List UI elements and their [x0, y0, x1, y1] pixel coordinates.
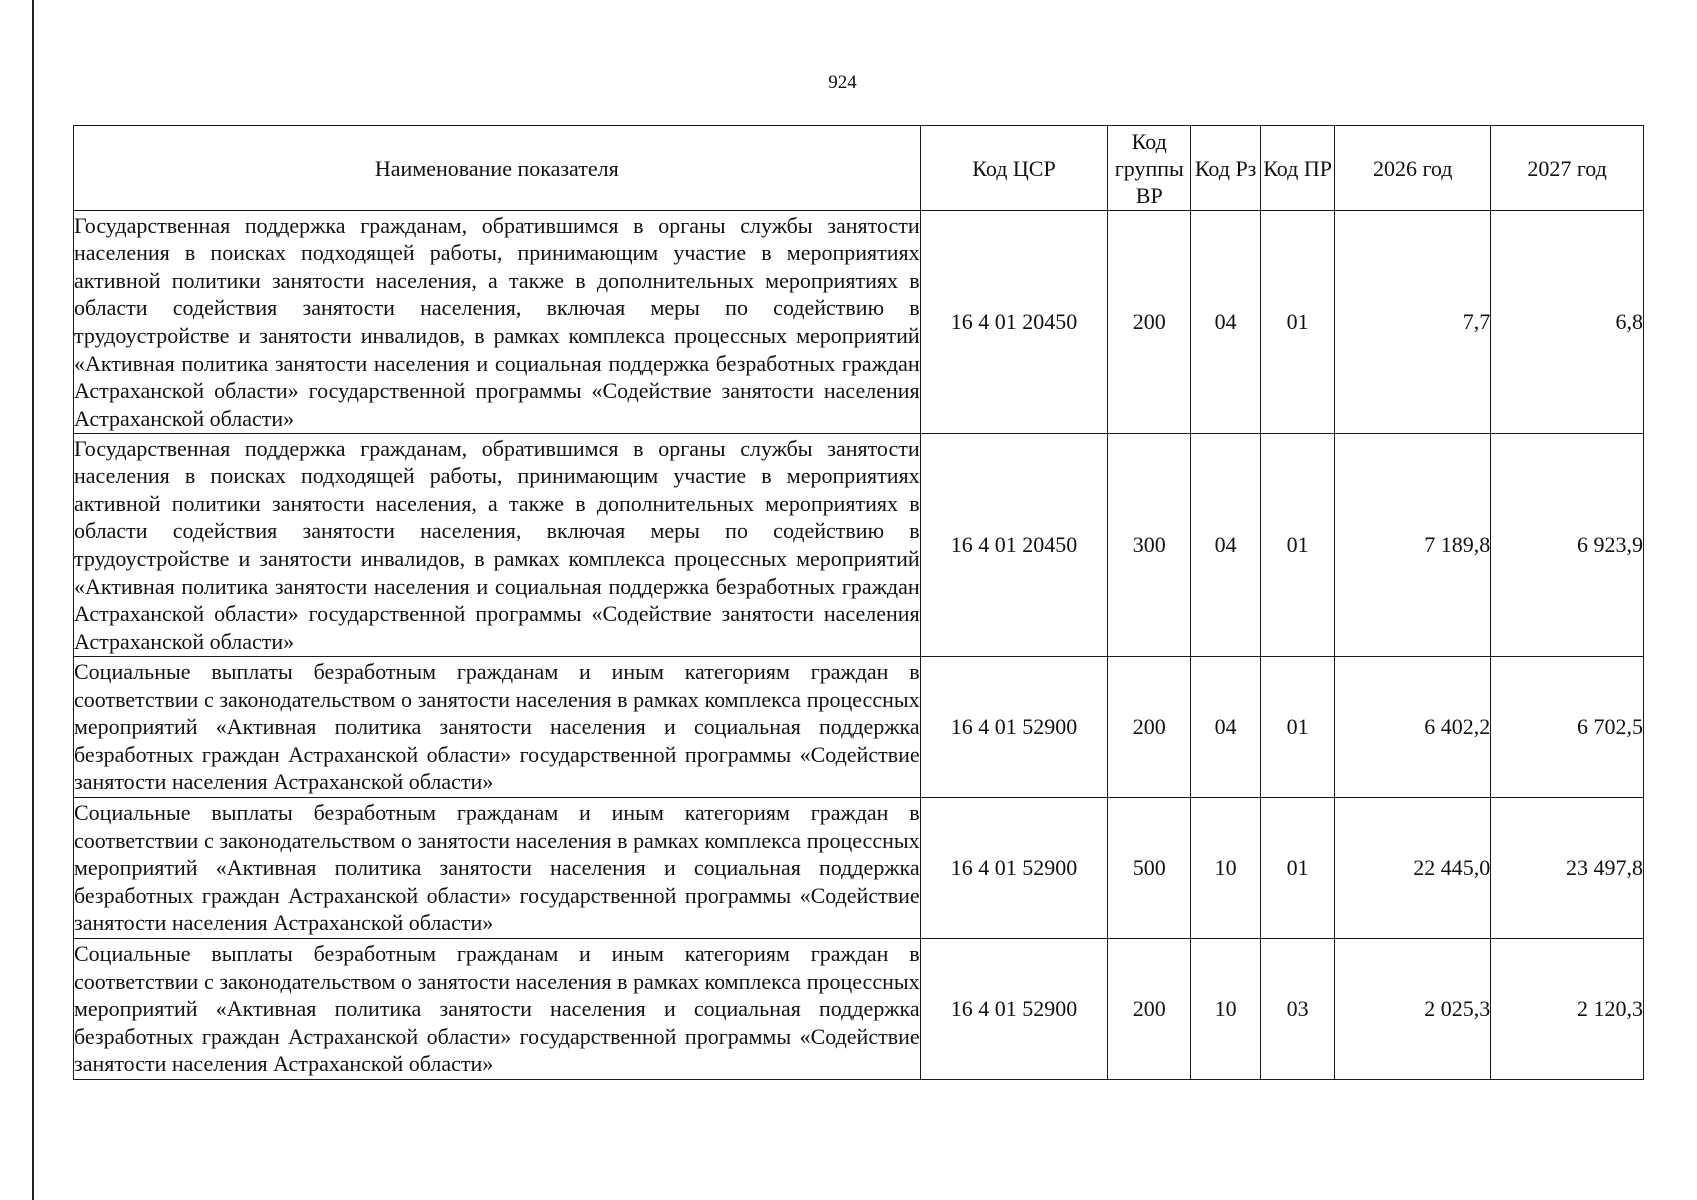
cell-csr: 16 4 01 20450 [920, 211, 1108, 434]
cell-2026: 2 025,3 [1335, 939, 1491, 1080]
cell-2026: 6 402,2 [1335, 657, 1491, 798]
cell-name: Государственная поддержка гражданам, обратившимся в органы службы занятости населения в поисках подходящей работы, принимающим участие в мероприятиях активной политики занятости населения, а также в дополнительных мероприятиях в области содействия занятости населения, включая меры по содействию в трудоустройстве и занятости инвалидов, в рамках комплекса процессных мероприятий «Активная политика занятости населения и социальная поддержка безработных граждан Астраханской области» государственной программы «Содействие занятости населения Астраханской области» [74, 434, 921, 657]
cell-rz: 10 [1191, 939, 1261, 1080]
header-rz: Код Рз [1191, 126, 1261, 211]
cell-vr: 300 [1108, 434, 1191, 657]
cell-rz: 10 [1191, 798, 1261, 939]
cell-2027: 6,8 [1491, 211, 1644, 434]
cell-pr: 03 [1261, 939, 1335, 1080]
cell-name: Социальные выплаты безработным гражданам и иным категориям граждан в соответствии с законодательством о занятости населения в рамках комплекса процессных мероприятий «Активная политика занятости населения и социальная поддержка безработных граждан Астраханской области» государственной программы «Содействие занятости населения Астраханской области» [74, 939, 921, 1080]
cell-rz: 04 [1191, 434, 1261, 657]
table-row [74, 434, 1644, 657]
table-header-row [74, 126, 1644, 211]
cell-2027: 2 120,3 [1491, 939, 1644, 1080]
cell-2026: 22 445,0 [1335, 798, 1491, 939]
header-name: Наименование показателя [74, 126, 921, 211]
cell-csr: 16 4 01 52900 [920, 939, 1108, 1080]
budget-table [73, 125, 1644, 1080]
cell-2027: 6 702,5 [1491, 657, 1644, 798]
table-row [74, 211, 1644, 434]
margin-line [32, 0, 34, 1200]
cell-vr: 200 [1108, 211, 1191, 434]
cell-pr: 01 [1261, 657, 1335, 798]
page-number-text: 924 [828, 72, 857, 93]
header-vr: Код группы ВР [1108, 126, 1191, 211]
page-number [0, 72, 1697, 94]
cell-vr: 200 [1108, 939, 1191, 1080]
cell-name: Социальные выплаты безработным гражданам и иным категориям граждан в соответствии с законодательством о занятости населения в рамках комплекса процессных мероприятий «Активная политика занятости населения и социальная поддержка безработных граждан Астраханской области» государственной программы «Содействие занятости населения Астраханской области» [74, 657, 921, 798]
cell-csr: 16 4 01 52900 [920, 798, 1108, 939]
cell-pr: 01 [1261, 211, 1335, 434]
cell-2027: 23 497,8 [1491, 798, 1644, 939]
cell-vr: 200 [1108, 657, 1191, 798]
cell-csr: 16 4 01 20450 [920, 434, 1108, 657]
header-2026: 2026 год [1335, 126, 1491, 211]
cell-csr: 16 4 01 52900 [920, 657, 1108, 798]
table-row [74, 939, 1644, 1080]
header-pr: Код ПР [1261, 126, 1335, 211]
cell-name: Социальные выплаты безработным гражданам и иным категориям граждан в соответствии с законодательством о занятости населения в рамках комплекса процессных мероприятий «Активная политика занятости населения и социальная поддержка безработных граждан Астраханской области» государственной программы «Содействие занятости населения Астраханской области» [74, 798, 921, 939]
cell-vr: 500 [1108, 798, 1191, 939]
cell-2027: 6 923,9 [1491, 434, 1644, 657]
cell-2026: 7 189,8 [1335, 434, 1491, 657]
cell-rz: 04 [1191, 211, 1261, 434]
cell-pr: 01 [1261, 798, 1335, 939]
header-2027: 2027 год [1491, 126, 1644, 211]
table-row [74, 798, 1644, 939]
header-csr: Код ЦСР [920, 126, 1108, 211]
cell-2026: 7,7 [1335, 211, 1491, 434]
cell-rz: 04 [1191, 657, 1261, 798]
cell-name: Государственная поддержка гражданам, обратившимся в органы службы занятости населения в поисках подходящей работы, принимающим участие в мероприятиях активной политики занятости населения, а также в дополнительных мероприятиях в области содействия занятости населения, включая меры по содействию в трудоустройстве и занятости инвалидов, в рамках комплекса процессных мероприятий «Активная политика занятости населения и социальная поддержка безработных граждан Астраханской области» государственной программы «Содействие занятости населения Астраханской области» [74, 211, 921, 434]
cell-pr: 01 [1261, 434, 1335, 657]
table-row [74, 657, 1644, 798]
